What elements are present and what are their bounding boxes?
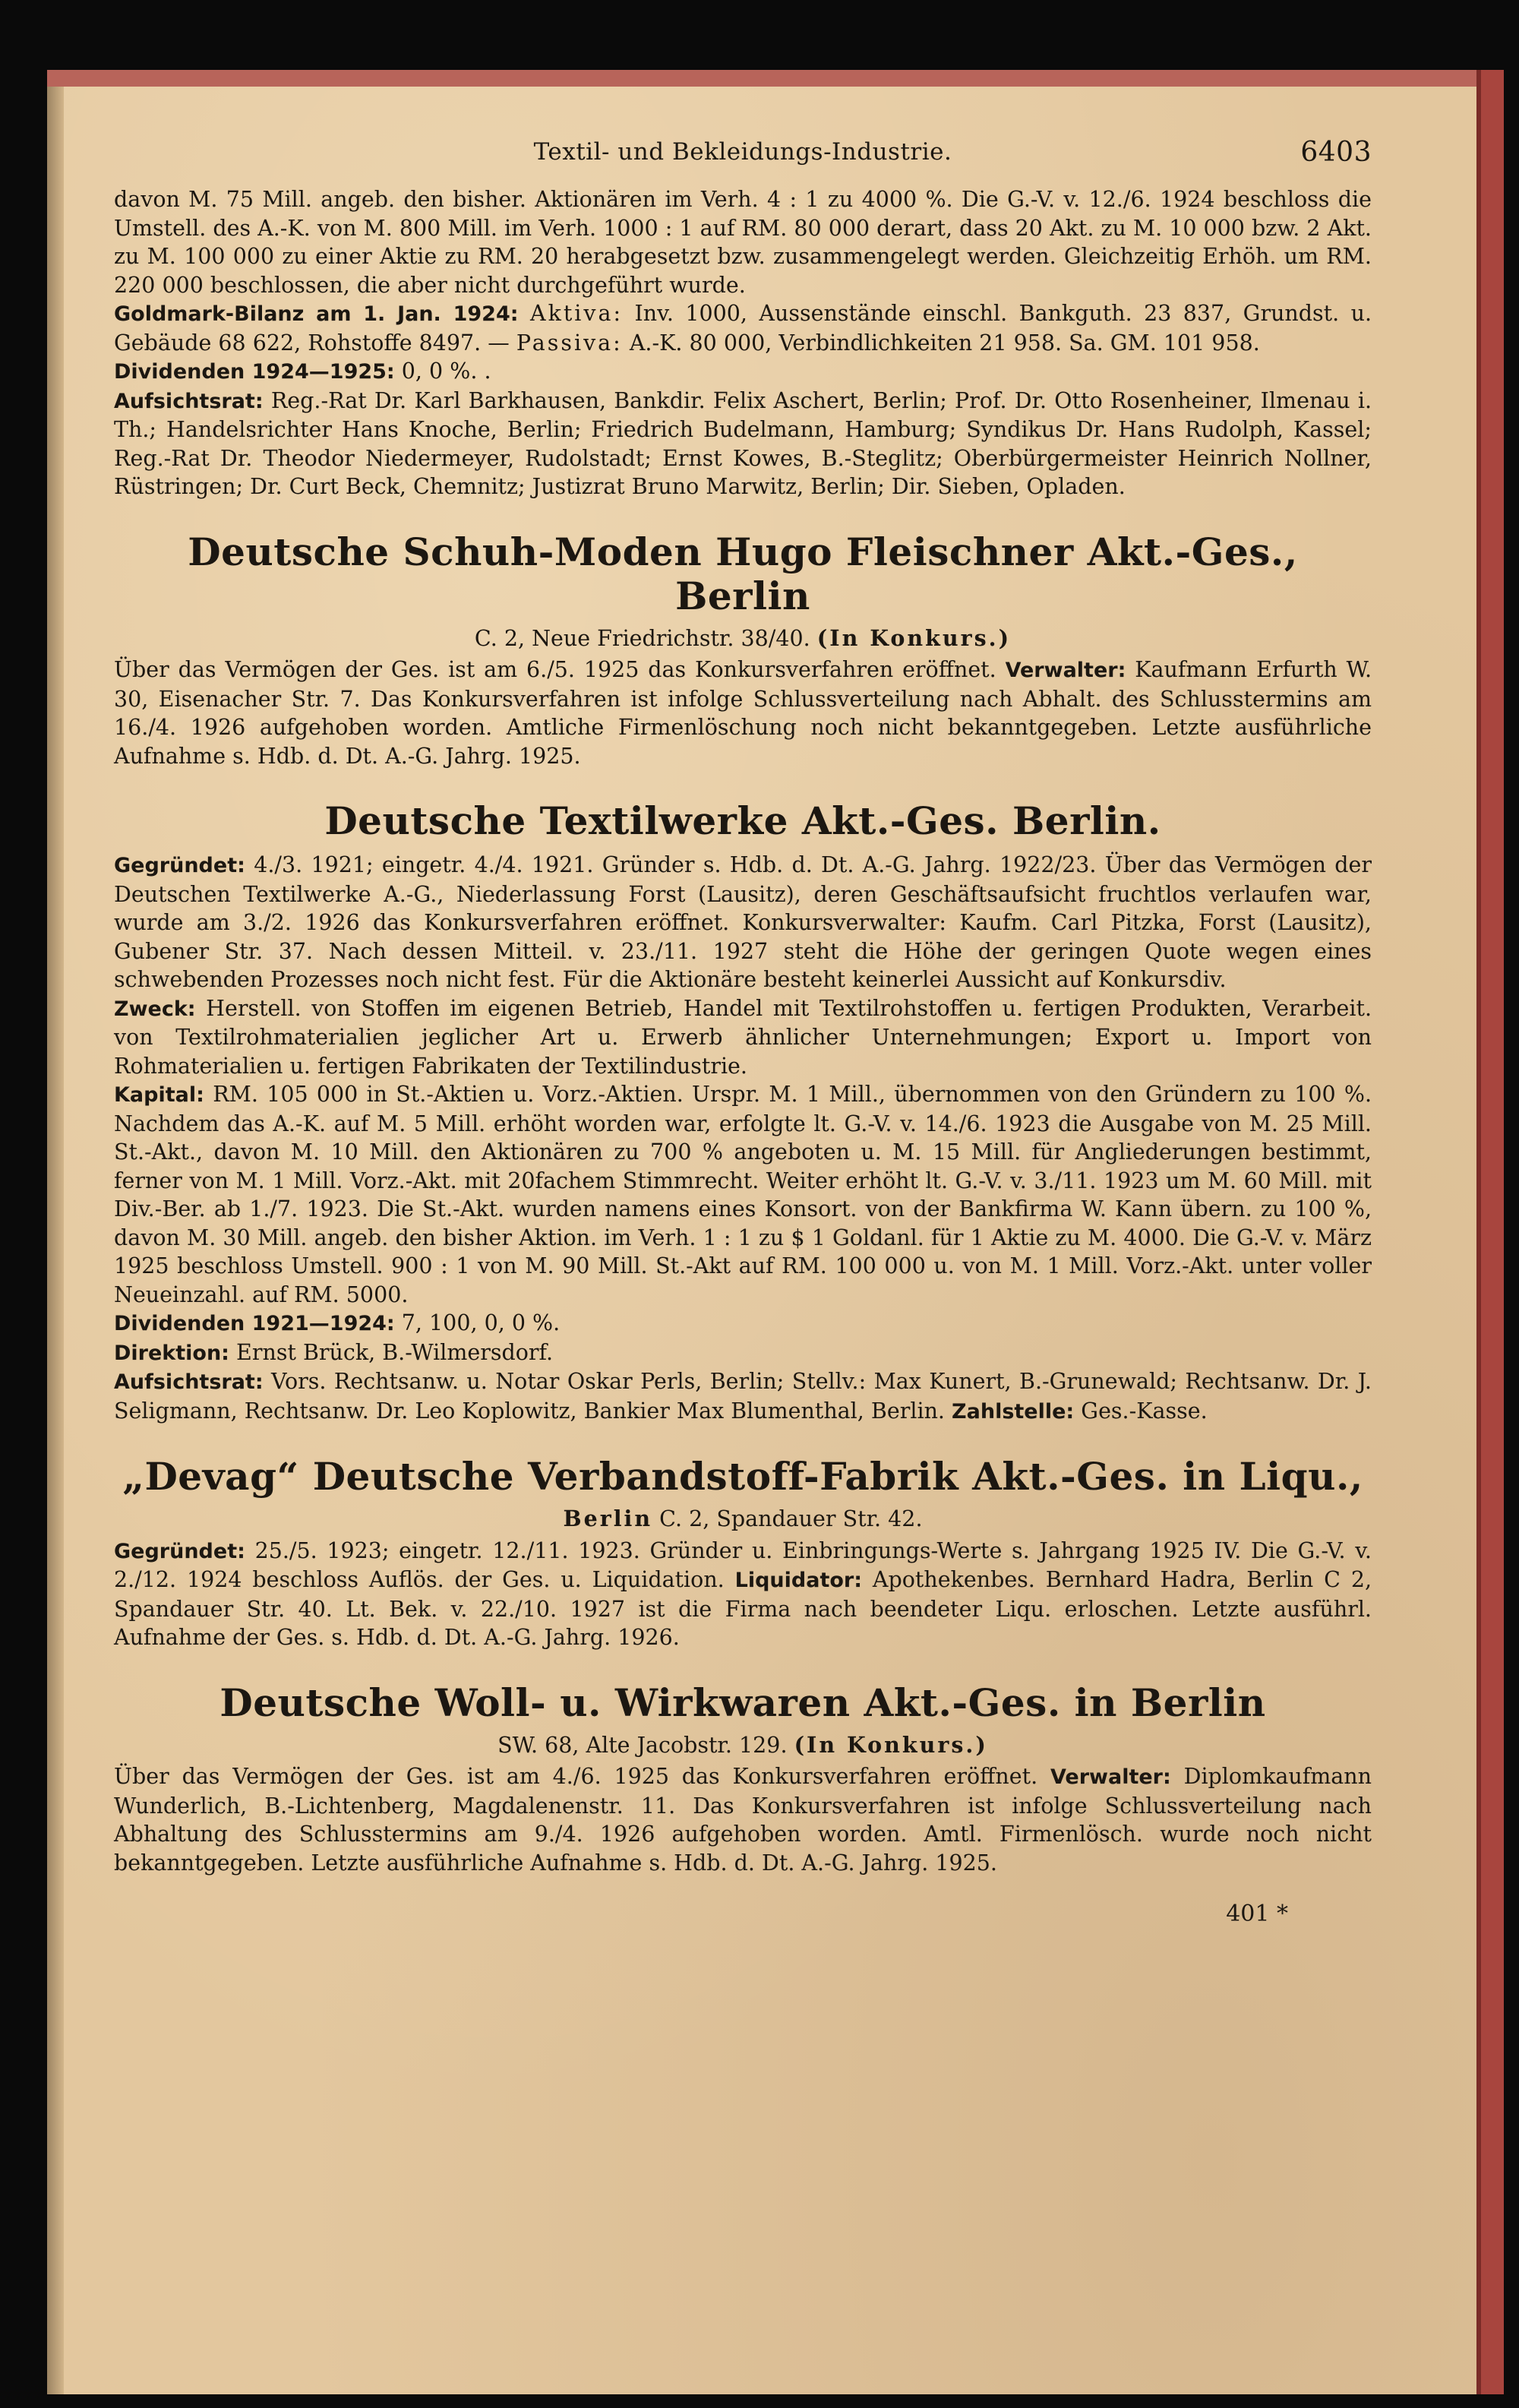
entry-city: Berlin	[563, 1506, 653, 1531]
entry-body	[114, 1762, 1372, 1877]
liquidator-text: Apothekenbes. Bernhard Hadra, Berlin C 2, Spandauer Str. 40. Lt. Bek. v. 22./10. 1927 ist die Firma nach beendeter Liqu. erloschen. Letzte ausführl. Aufnahme der Ges. s. Hdb. d. Dt. A.-G. Jahrg. 1926.	[114, 1567, 1372, 1650]
supervisory-board-text: Vors. Rechtsanw. u. Notar Oskar Perls, Berlin; Stellv.: Max Kunert, B.-Grunewald; Rechtsanw. Dr. J. Seligmann, Rechtsanw. Dr. Leo Koplowitz, Bankier Max Blumenthal, Berlin.	[114, 1369, 1372, 1424]
founded-label: Gegründet:	[114, 1539, 245, 1563]
signature-mark: 401 *	[1226, 1901, 1288, 1927]
supervisory-board-label: Aufsichtsrat:	[114, 389, 264, 413]
founded-paragraph	[114, 1537, 1372, 1652]
assets-text: Inv. 1000, Aussenstände einschl. Bankguth. 23 837, Grundst. u. Gebäude 68 622, Rohstoffe 8497. —	[114, 301, 1372, 356]
page-content	[114, 138, 1372, 1929]
book-page	[47, 70, 1504, 2394]
supervisory-board-text: Reg.-Rat Dr. Karl Barkhausen, Bankdir. Felix Aschert, Berlin; Prof. Dr. Otto Rosenheiner, Ilmenau i. Th.; Handelsrichter Hans Knoche, Berlin; Friedrich Budelmann, Hamburg; Syndikus Dr. Hans Rudolph, Kassel; Reg.-Rat Dr. Theodor Niedermeyer, Rudolstadt; Ernst Kowes, B.-Steglitz; Oberbürgermeister Heinrich Nollner, Rüstringen; Dr. Curt Beck, Chemnitz; Justizrat Bruno Marwitz, Berlin; Dir. Sieben, Opladen.	[114, 387, 1372, 499]
management-paragraph	[114, 1338, 1372, 1368]
entry-address-line	[114, 624, 1372, 653]
entry-devag	[114, 1455, 1372, 1652]
entry-title: „Devag“ Deutsche Verbandstoff-Fabrik Akt.-Ges. in Liqu.,	[122, 1454, 1363, 1499]
supervisory-board-paragraph	[114, 1367, 1372, 1426]
bankruptcy-status: (In Konkurs.)	[816, 624, 1012, 651]
running-title: Textil- und Bekleidungs-Industrie.	[533, 138, 952, 166]
supervisory-board-paragraph	[114, 387, 1372, 501]
entry-address-line	[114, 1505, 1372, 1534]
liabilities-text: A.-K. 80 000, Verbindlichkeiten 21 958. Sa. GM. 101 958.	[629, 330, 1260, 356]
liabilities-label: Passiva:	[516, 330, 623, 356]
capital-history-paragraph: davon M. 75 Mill. angeb. den bisher. Aktionären im Verh. 4 : 1 zu 4000 %. Die G.-V. v. 12./6. 1924 beschloss die Umstell. des A.-K. von M. 800 Mill. im Verh. 1000 : 1 auf RM. 80 000 derart, dass 20 Akt. zu M. 10 000 bzw. 2 Akt. zu M. 100 000 zu einer Aktie zu RM. 20 herabgesetzt bzw. zusammengelegt werden. Gleichzeitig Erhöh. um RM. 220 000 beschlossen, die aber nicht durchgeführt wurde.	[114, 187, 1372, 298]
dividends-paragraph	[114, 1309, 1372, 1338]
bankruptcy-text: Über das Vermögen der Ges. ist am 6./5. 1925 das Konkursverfahren eröffnet.	[114, 657, 996, 682]
entry-address: SW. 68, Alte Jacobstr. 129.	[497, 1732, 788, 1758]
purpose-paragraph	[114, 994, 1372, 1081]
entry-title: Deutsche Textilwerke Akt.-Ges. Berlin.	[324, 798, 1161, 843]
capital-paragraph	[114, 1080, 1372, 1309]
page-top-edge	[47, 70, 1504, 87]
assets-label: Aktiva:	[529, 301, 624, 326]
management-label: Direktion:	[114, 1341, 229, 1365]
founded-text: 25./5. 1923; eingetr. 12./11. 1923. Gründer u. Einbringungs-Werte s. Jahrgang 1925 IV. Die G.-V. v. 2./12. 1924 beschloss Auflös. der Ges. u. Liquidation.	[114, 1537, 1372, 1592]
bankruptcy-status: (In Konkurs.)	[794, 1731, 988, 1758]
entry-body	[114, 656, 1372, 770]
founded-paragraph	[114, 851, 1372, 994]
founded-label: Gegründet:	[114, 854, 245, 877]
entry-address: C. 2, Spandauer Str. 42.	[659, 1506, 923, 1531]
purpose-label: Zweck:	[114, 997, 196, 1021]
liquidator-label: Liquidator:	[734, 1569, 863, 1592]
goldmark-balance-paragraph	[114, 299, 1372, 357]
administrator-label: Verwalter:	[1050, 1765, 1171, 1789]
entry-schuh-moden	[114, 530, 1372, 771]
entry-title: Deutsche Woll- u. Wirkwaren Akt.-Ges. in Berlin	[219, 1680, 1266, 1725]
entry-woll-wirkwaren	[114, 1681, 1372, 1878]
page-number: 6403	[1300, 137, 1372, 168]
purpose-text: Herstell. von Stoffen im eigenen Betrieb, Handel mit Textilrohstoffen u. fertigen Produkten, Verarbeit. von Textilrohmaterialien jeglicher Art u. Erwerb ähnlicher Unternehmungen; Export u. Import von Rohmaterialien u. fertigen Fabrikaten der Textilindustrie.	[114, 995, 1372, 1079]
administrator-text: Kaufmann Erfurth W. 30, Eisenacher Str. 7. Das Konkursverfahren ist infolge Schlussverteilung nach Abhalt. des Schlusstermins am 16./4. 1926 aufgehoben worden. Amtliche Firmenlöschung noch nicht bekanntgegeben. Letzte ausführliche Aufnahme s. Hdb. d. Dt. A.-G. Jahrg. 1925.	[114, 657, 1372, 769]
capital-text: RM. 105 000 in St.-Aktien u. Vorz.-Aktien. Urspr. M. 1 Mill., übernommen von den Gründern zu 100 %. Nachdem das A.-K. auf M. 5 Mill. erhöht worden war, erfolgte lt. G.-V. v. 14./6. 1923 die Ausgabe von M. 25 Mill. St.-Akt., davon M. 10 Mill. den Aktionären zu 700 % angeboten u. M. 15 Mill. für Angliederungen bestimmt, ferner von M. 1 Mill. Vorz.-Akt. mit 20fachem Stimmrecht. Weiter erhöht lt. G.-V. v. 3./11. 1923 um M. 60 Mill. mit Div.-Ber. ab 1./7. 1923. Die St.-Akt. wurden namens eines Konsort. von der Bankfirma W. Kann übern. zu 100 %, davon M. 30 Mill. angeb. den bisher Aktion. im Verh. 1 : 1 zu $ 1 Goldanl. für 1 Aktie zu M. 4000. Die G.-V. v. März 1925 beschloss Umstell. 900 : 1 von M. 90 Mill. St.-Akt auf RM. 100 000 u. von M. 1 Mill. Vorz.-Akt. unter voller Neueinzahl. auf RM. 5000.	[114, 1082, 1372, 1307]
entry-address: C. 2, Neue Friedrichstr. 38/40.	[474, 625, 810, 651]
administrator-label: Verwalter:	[1005, 659, 1126, 682]
paying-agent-label: Zahlstelle:	[952, 1399, 1075, 1424]
bankruptcy-text: Über das Vermögen der Ges. ist am 4./6. 1925 das Konkursverfahren eröffnet.	[114, 1764, 1038, 1789]
supervisory-board-label: Aufsichtsrat:	[114, 1370, 264, 1394]
entry-title: Deutsche Schuh-Moden Hugo Fleischner Akt.-Ges., Berlin	[188, 529, 1298, 618]
dividends-paragraph	[114, 357, 1372, 387]
dividends-label: Dividenden 1924—1925:	[114, 360, 395, 384]
capital-label: Kapital:	[114, 1083, 204, 1107]
dividends-text: 7, 100, 0, 0 %.	[401, 1310, 561, 1335]
goldmark-balance-label: Goldmark-Bilanz am 1. Jan. 1924:	[114, 302, 519, 326]
administrator-text: Diplomkaufmann Wunderlich, B.-Lichtenberg, Magdalenenstr. 11. Das Konkursverfahren ist infolge Schlussverteilung nach Abhaltung des Schlusstermins am 9./4. 1926 aufgehoben worden. Amtl. Firmenlösch. wurde noch nicht bekanntgegeben. Letzte ausführliche Aufnahme s. Hdb. d. Dt. A.-G. Jahrg. 1925.	[114, 1764, 1372, 1876]
binding-gutter	[47, 87, 64, 2394]
entry-textilwerke	[114, 799, 1372, 1426]
paying-agent-text: Ges.-Kasse.	[1081, 1398, 1208, 1424]
dividends-text: 0, 0 %. .	[401, 359, 491, 384]
book-cover-edge	[1481, 70, 1504, 2394]
dividends-label: Dividenden 1921—1924:	[114, 1312, 395, 1335]
running-header	[114, 138, 1372, 185]
management-text: Ernst Brück, B.-Wilmersdorf.	[236, 1339, 554, 1365]
entry-address-line	[114, 1731, 1372, 1760]
founded-text: 4./3. 1921; eingetr. 4./4. 1921. Gründer s. Hdb. d. Dt. A.-G. Jahrg. 1922/23. Über das Vermögen der Deutschen Textilwerke A.-G., Niederlassung Forst (Lausitz), deren Geschäftsaufsicht fruchtlos verlaufen war, wurde am 3./2. 1926 das Konkursverfahren eröffnet. Konkursverwalter: Kaufm. Carl Pitzka, Forst (Lausitz), Gubener Str. 37. Nach dessen Mitteil. v. 23./11. 1927 steht die Höhe der geringen Quote wegen eines schwebenden Prozesses noch nicht fest. Für die Aktionäre besteht keinerlei Aussicht auf Konkursdiv.	[114, 852, 1372, 992]
previous-entry-continuation	[114, 185, 1372, 501]
